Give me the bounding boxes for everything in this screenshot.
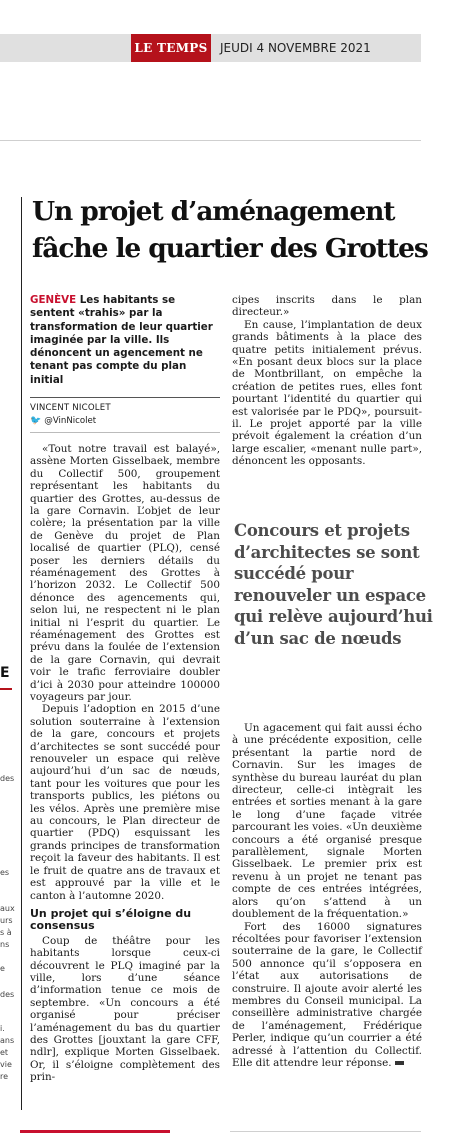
article-lead bbox=[30, 294, 220, 387]
article-column-2-lower bbox=[232, 722, 422, 1069]
footer-accent-rule bbox=[20, 1130, 170, 1133]
margin-fragment: s à bbox=[0, 928, 12, 937]
lead-text: Les habitants se sentent «trahis» par la transformation de leur quartier imaginée par la ville. Ils dénoncent un agencement ne tenant pas compte du plan initial bbox=[30, 294, 213, 386]
margin-fragment: urs bbox=[0, 916, 13, 925]
margin-fragment-heading: E bbox=[0, 665, 10, 681]
margin-fragment: et bbox=[0, 1048, 9, 1057]
margin-fragment-bar bbox=[0, 688, 12, 690]
author-name: VINCENT NICOLET bbox=[30, 397, 220, 414]
body-paragraph: En cause, l’implantation de deux grands bâtiments à la place des quatre petits initialement prévus. «En posant deux blocs sur la place de Montbrillant, on empêche la création de petites rues, elles font pourtant l’identité du quartier qui est valorisée par le PDQ», poursuit-il. Le projet apporté par la ville prévoit également la création d’un large escalier, «menant nulle part», dénoncent les opposants. bbox=[232, 318, 422, 468]
author-twitter[interactable] bbox=[30, 415, 220, 427]
title-line: fâche le quartier des Grottes bbox=[32, 233, 428, 264]
header-divider bbox=[0, 140, 421, 141]
margin-fragment: ans bbox=[0, 1036, 15, 1045]
margin-fragment: vie bbox=[0, 1060, 12, 1069]
footer-rule bbox=[230, 1131, 421, 1132]
article-column-2 bbox=[232, 294, 422, 468]
margin-fragment: re bbox=[0, 1072, 9, 1081]
lead-kicker: GENÈVE bbox=[30, 294, 77, 306]
article-column-1 bbox=[30, 294, 220, 1084]
body-paragraph-final bbox=[232, 921, 422, 1070]
twitter-handle[interactable]: @VinNicolet bbox=[44, 416, 97, 427]
article-subhead: Un projet qui s’éloigne du consensus bbox=[30, 906, 192, 933]
margin-fragment: aux bbox=[0, 904, 15, 913]
body-paragraph-continuation: cipes inscrits dans le plan directeur.» bbox=[232, 294, 422, 319]
issue-date: JEUDI 4 NOVEMBRE 2021 bbox=[220, 41, 371, 55]
final-paragraph-text: Fort des 16000 signatures récoltées pour favoriser l’extension souterraine de la gare, le Collectif 500 annonce qu’il s’opposera en l’état aux autorisations de construire. Il ajoute avoir alerté les membres du Conseil municipal. La conseillère administrative chargée de l’aménagement, Frédérique Perler, indique qu’un courrier a été adressé à l’attention du Collectif. Elle dit attendre leur réponse. bbox=[232, 920, 422, 1069]
margin-fragment: es bbox=[0, 868, 10, 877]
masthead-bar bbox=[0, 34, 421, 62]
margin-fragment: des bbox=[0, 774, 15, 783]
title-line: Un projet d’aménagement bbox=[32, 196, 395, 227]
twitter-bird-icon: 🐦 bbox=[30, 416, 42, 427]
body-paragraph: Depuis l’adoption en 2015 d’une solution souterraine à l’extension de la gare, concours et projets d’architectes se sont succédé pour renouveler un espace qui relève aujourd’hui d’un sac de nœuds, tant pour les voitures que pour les transports publics, les piétons ou les vélos. Après une première mise au concours, le Plan directeur de quartier (PDQ) esquissant les grands principes de transformation reçoit la faveur des habitants. Il est le fruit de quatre ans de travaux et est approuvé par la ville et le canton à l’automne 2020. bbox=[30, 703, 220, 902]
margin-fragment: e bbox=[0, 964, 5, 973]
column-rule bbox=[21, 197, 22, 1110]
margin-fragment: des bbox=[0, 990, 15, 999]
article-title bbox=[32, 193, 442, 267]
body-paragraph: «Tout notre travail est balayé», assène Morten Gisselbaek, membre du Collectif 500, groupement représentant les habitants du quartier des Grottes, au-dessus de la gare Cornavin. L’objet de leur colère; la présentation par la ville de Genève du projet de Plan localisé de quartier (PLQ), censé poser les derniers détails du réaménagement des Grottes à l’horizon 2032. Le Collectif 500 dénonce des agencements qui, selon lui, ne respectent ni le plan initial ni l’esprit du quartier. Le réaménagement des Grottes est prévu dans la foulée de l’extension de la gare Cornavin, qui devrait voir le trafic ferroviaire doubler d’ici à 2030 pour atteindre 100000 voyageurs par jour. bbox=[30, 442, 220, 704]
margin-fragment: ns bbox=[0, 940, 10, 949]
byline-divider bbox=[30, 432, 220, 433]
end-of-article-mark bbox=[395, 1061, 404, 1065]
body-paragraph: Un agacement qui fait aussi écho à une précédente exposition, celle présentant la partie nord de Cornavin. Sur les images de synthèse du bureau lauréat du plan directeur, celle-ci intègrait les entrées et sorties menant à la gare le long d’une façade vitrée parcourant les voies. «Un deuxième concours a été organisé presque parallèlement, signale Morten Gisselbaek. Le premier prix est revenu à un projet ne tenant pas compte de ces entrées intégrées, alors qu’on s’attend à un doublement de la fréquentation.» bbox=[232, 722, 422, 921]
margin-fragment: i. bbox=[0, 1024, 5, 1033]
pull-quote: Concours et projets d’architectes se sont succédé pour renouveler un espace qui relève aujourd’hui d’un sac de nœuds bbox=[234, 521, 433, 648]
body-paragraph: Coup de théâtre pour les habitants lorsque ceux-ci découvrent le PLQ imaginé par la ville, lors d’une séance d’information tenue ce mois de septembre. «Un concours a été organisé pour préciser l’aménagement du bas du quartier des Grottes [jouxtant la gare CFF, ndlr], explique Morten Gisselbaek. Or, il s’éloigne complètement des prin- bbox=[30, 934, 220, 1084]
newspaper-logo: LE TEMPS bbox=[131, 34, 211, 62]
